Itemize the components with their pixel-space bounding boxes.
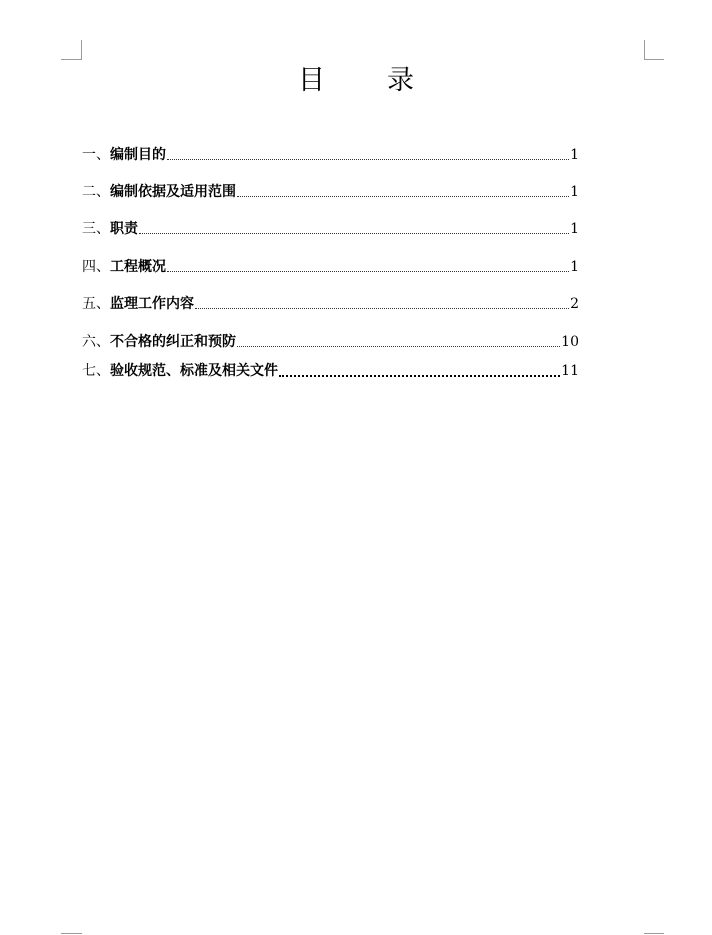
toc-entry-text: 职责	[110, 221, 138, 237]
toc-entry-number: 五、	[82, 296, 110, 312]
toc-entry-page: 1	[570, 147, 579, 163]
toc-title-char: 目	[298, 65, 325, 96]
margin-mark-top-left	[81, 40, 82, 60]
toc-entry-page: 1	[570, 259, 579, 275]
toc-entry-text: 监理工作内容	[110, 296, 194, 312]
toc-entry-page: 10	[561, 334, 579, 350]
toc-entry-text: 不合格的纠正和预防	[110, 334, 236, 350]
toc-entry-number: 三、	[82, 221, 110, 237]
toc-dot-leader	[237, 345, 560, 347]
toc-entry[interactable]	[82, 144, 579, 164]
toc-entry-number: 七、	[82, 363, 110, 379]
toc-dot-leader	[167, 270, 569, 272]
toc-entry-text: 工程概况	[110, 259, 166, 275]
toc-entry[interactable]	[82, 256, 579, 276]
toc-entry[interactable]	[82, 360, 579, 380]
toc-entry[interactable]	[82, 331, 579, 351]
toc-entry-page: 11	[561, 363, 579, 379]
toc-dot-leader	[167, 158, 569, 160]
toc-title	[0, 58, 712, 97]
toc-title-char: 录	[387, 65, 414, 96]
toc-entry-number: 二、	[82, 184, 110, 200]
toc-dot-leader	[195, 307, 569, 309]
toc-entry-text: 编制目的	[110, 147, 166, 163]
toc-entry[interactable]	[82, 181, 579, 201]
margin-mark-bottom-left	[61, 933, 82, 934]
toc-entry-page: 1	[570, 184, 579, 200]
margin-mark-bottom-right	[644, 933, 664, 934]
toc-entry-page: 2	[570, 296, 579, 312]
toc-dot-leader	[139, 232, 569, 234]
toc-dot-leader	[237, 195, 569, 197]
toc-dot-leader	[279, 374, 560, 377]
toc-entry[interactable]	[82, 218, 579, 238]
toc-entry-number: 一、	[82, 147, 110, 163]
toc-entry-page: 1	[570, 221, 579, 237]
margin-mark-top-right	[644, 40, 645, 60]
toc-entry-number: 四、	[82, 259, 110, 275]
toc-entry-number: 六、	[82, 334, 110, 350]
toc-entry-text: 验收规范、标准及相关文件	[110, 363, 278, 379]
toc-entry[interactable]	[82, 293, 579, 313]
toc-entry-text: 编制依据及适用范围	[110, 184, 236, 200]
